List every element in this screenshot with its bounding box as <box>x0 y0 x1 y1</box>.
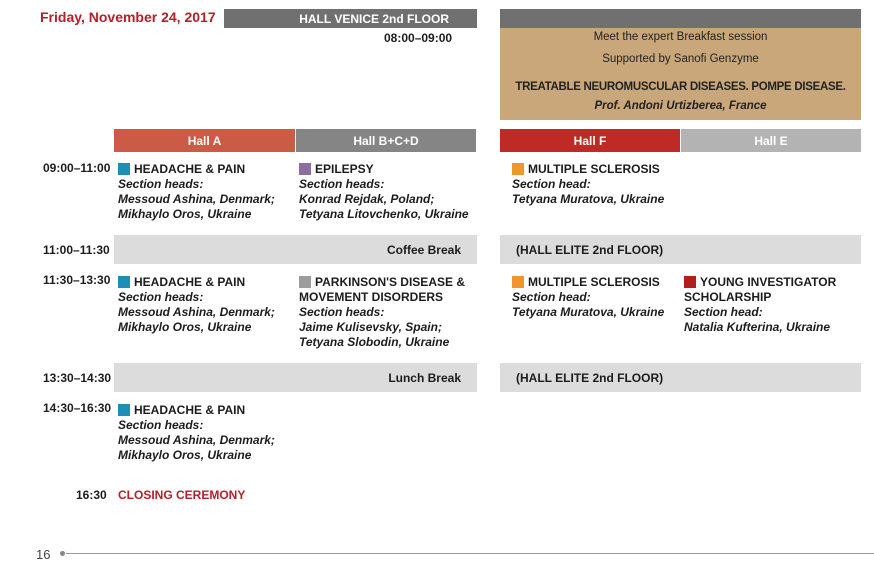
coffee-break-location: (HALL ELITE 2nd FLOOR) <box>516 242 664 257</box>
coffee-break-label: Coffee Break <box>386 242 461 257</box>
footer-dot <box>60 551 65 556</box>
section-heads-label: Section heads: <box>299 305 385 319</box>
breakfast-title: TREATABLE NEUROMUSCULAR DISEASES. POMPE DISEASE. <box>515 81 846 93</box>
session-headache-3 <box>118 403 275 463</box>
session-title: MULTIPLE SCLEROSIS <box>528 275 660 289</box>
breakfast-line-2: Supported by Sanofi Genzyme <box>602 53 759 65</box>
section-head-person: Tetyana Muratova, Ukraine <box>512 192 665 206</box>
parkinsons-color-square <box>299 276 311 288</box>
ms-color-square <box>512 276 524 288</box>
page-date: Friday, November 24, 2017 <box>40 9 216 25</box>
lunch-break-location: (HALL ELITE 2nd FLOOR) <box>516 370 664 385</box>
breakfast-speaker: Prof. Andoni Urtizberea, France <box>594 100 767 112</box>
section-head-person: Tetyana Slobodin, Ukraine <box>299 335 450 349</box>
hall-f-header: Hall F <box>500 129 680 152</box>
section-head-label: Section head: <box>684 305 763 319</box>
young-investigator-color-square <box>684 276 696 288</box>
footer-rule <box>66 553 874 554</box>
time-slot-2: 11:00–11:30 <box>43 243 110 257</box>
coffee-break-location-bar <box>500 235 861 264</box>
headache-color-square <box>118 404 130 416</box>
lunch-break-label: Lunch Break <box>388 370 461 385</box>
lunch-break-bar <box>114 363 477 392</box>
coffee-break-bar <box>114 235 477 264</box>
time-slot-3: 11:30–13:30 <box>43 273 111 287</box>
section-heads-label: Section heads: <box>118 290 204 304</box>
section-heads-label: Section heads: <box>118 177 204 191</box>
venice-time: 08:00–09:00 <box>384 31 453 45</box>
session-ms-2 <box>512 275 664 320</box>
session-headache-1 <box>118 162 275 222</box>
headache-color-square <box>118 276 130 288</box>
lunch-break-location-bar <box>500 363 861 392</box>
session-headache-2 <box>118 275 275 335</box>
ms-color-square <box>512 163 524 175</box>
section-head-person: Tetyana Litovchenko, Ukraine <box>299 207 469 221</box>
session-ms-1 <box>512 162 664 207</box>
time-slot-5: 14:30–16:30 <box>43 401 112 415</box>
session-title-line-2: MOVEMENT DISORDERS <box>299 290 444 304</box>
headache-color-square <box>118 163 130 175</box>
hall-a-header: Hall A <box>114 129 295 152</box>
section-head-person: Mikhaylo Oros, Ukraine <box>118 320 252 334</box>
page-number: 16 <box>36 547 51 562</box>
section-head-person: Mikhaylo Oros, Ukraine <box>118 448 252 462</box>
section-head-person: Mikhaylo Oros, Ukraine <box>118 207 252 221</box>
session-title: HEADACHE & PAIN <box>134 403 246 417</box>
hall-venice-bar <box>224 9 477 28</box>
breakfast-line-1: Meet the expert Breakfast session <box>593 31 768 43</box>
session-title: EPILEPSY <box>315 162 374 176</box>
session-parkinsons <box>299 275 465 350</box>
section-head-label: Section head: <box>512 290 591 304</box>
session-young-investigator <box>684 275 836 335</box>
section-head-person: Konrad Rejdak, Poland; <box>299 192 435 206</box>
section-heads-label: Section heads: <box>299 177 385 191</box>
session-title: PARKINSON'S DISEASE & <box>315 275 465 289</box>
session-title-line-2: SCHOLARSHIP <box>684 290 772 304</box>
session-title: HEADACHE & PAIN <box>134 275 246 289</box>
section-head-person: Natalia Kufterina, Ukraine <box>684 320 831 334</box>
section-head-person: Tetyana Muratova, Ukraine <box>512 305 665 319</box>
right-top-bar <box>500 9 861 28</box>
time-slot-6: 16:30 <box>76 488 107 502</box>
time-slot-4: 13:30–14:30 <box>43 371 112 385</box>
hall-e-header: Hall E <box>680 129 861 152</box>
section-head-label: Section head: <box>512 177 591 191</box>
hall-bcd-header: Hall B+C+D <box>295 129 476 152</box>
session-title: HEADACHE & PAIN <box>134 162 246 176</box>
hall-venice-label: HALL VENICE 2nd FLOOR <box>299 11 449 26</box>
section-head-person: Messoud Ashina, Denmark; <box>118 433 275 447</box>
closing-ceremony: CLOSING CEREMONY <box>118 488 246 502</box>
session-title: YOUNG INVESTIGATOR <box>700 275 837 289</box>
session-epilepsy <box>299 162 469 222</box>
session-title: MULTIPLE SCLEROSIS <box>528 162 660 176</box>
section-head-person: Messoud Ashina, Denmark; <box>118 305 275 319</box>
breakfast-session-box <box>500 28 861 120</box>
section-heads-label: Section heads: <box>118 418 204 432</box>
section-head-person: Jaime Kulisevsky, Spain; <box>299 320 442 334</box>
epilepsy-color-square <box>299 163 311 175</box>
time-slot-1: 09:00–11:00 <box>43 161 111 175</box>
section-head-person: Messoud Ashina, Denmark; <box>118 192 275 206</box>
